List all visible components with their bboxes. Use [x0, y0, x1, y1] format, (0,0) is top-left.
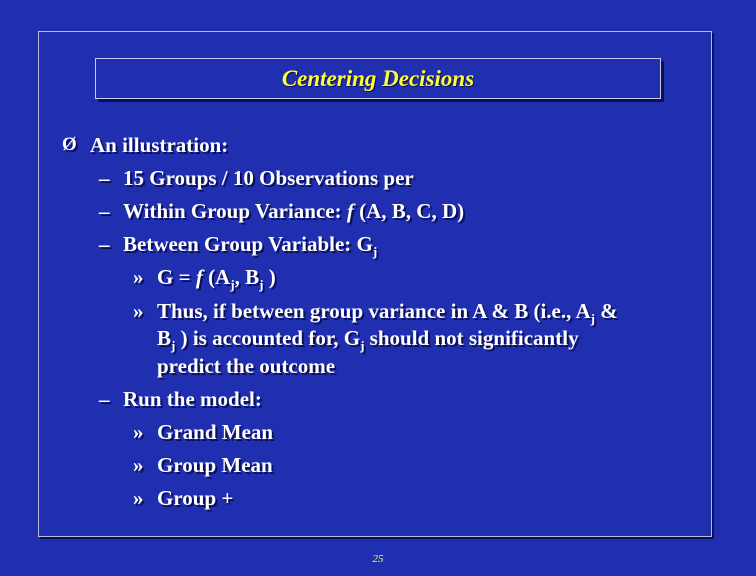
sub-text: Grand Mean	[157, 420, 274, 444]
raquo-marker: »	[133, 265, 144, 289]
dash-text: Run the model:	[123, 387, 262, 411]
sub-text: Group +	[157, 486, 234, 510]
raquo-marker: »	[133, 299, 144, 323]
bullet-text: An illustration:	[90, 133, 229, 157]
title-box	[95, 58, 661, 99]
raquo-marker: »	[133, 420, 144, 444]
arrow-bullet-icon: Ø	[62, 134, 77, 155]
sub-item-thus-cont2: predict the outcome	[157, 354, 336, 378]
dash-marker: –	[99, 199, 110, 223]
raquo-marker: »	[133, 453, 144, 477]
slide-title: Centering Decisions	[281, 65, 475, 91]
dash-marker: –	[99, 387, 110, 411]
sub-item-thus-cont: $B_j$ ) is accounted for, $G_j$ should not significantly	[157, 326, 579, 353]
dash-text: Within Group Variance: f (A, B, C, D)	[123, 199, 465, 223]
dash-marker: –	[99, 166, 110, 190]
dash-text: 15 Groups / 10 Observations per	[123, 166, 414, 190]
dash-marker: –	[99, 232, 110, 256]
sub-text: Group Mean	[157, 453, 273, 477]
raquo-marker: »	[133, 486, 144, 510]
sub-text: G = f ($A_j$, $B_j$ )	[157, 265, 276, 292]
page-number: 25	[372, 553, 384, 565]
dash-text: Between Group Variable: $G_j$	[123, 232, 378, 259]
sub-text: Thus, if between group variance in A & B (i.e., $A_j$ &	[157, 299, 618, 326]
